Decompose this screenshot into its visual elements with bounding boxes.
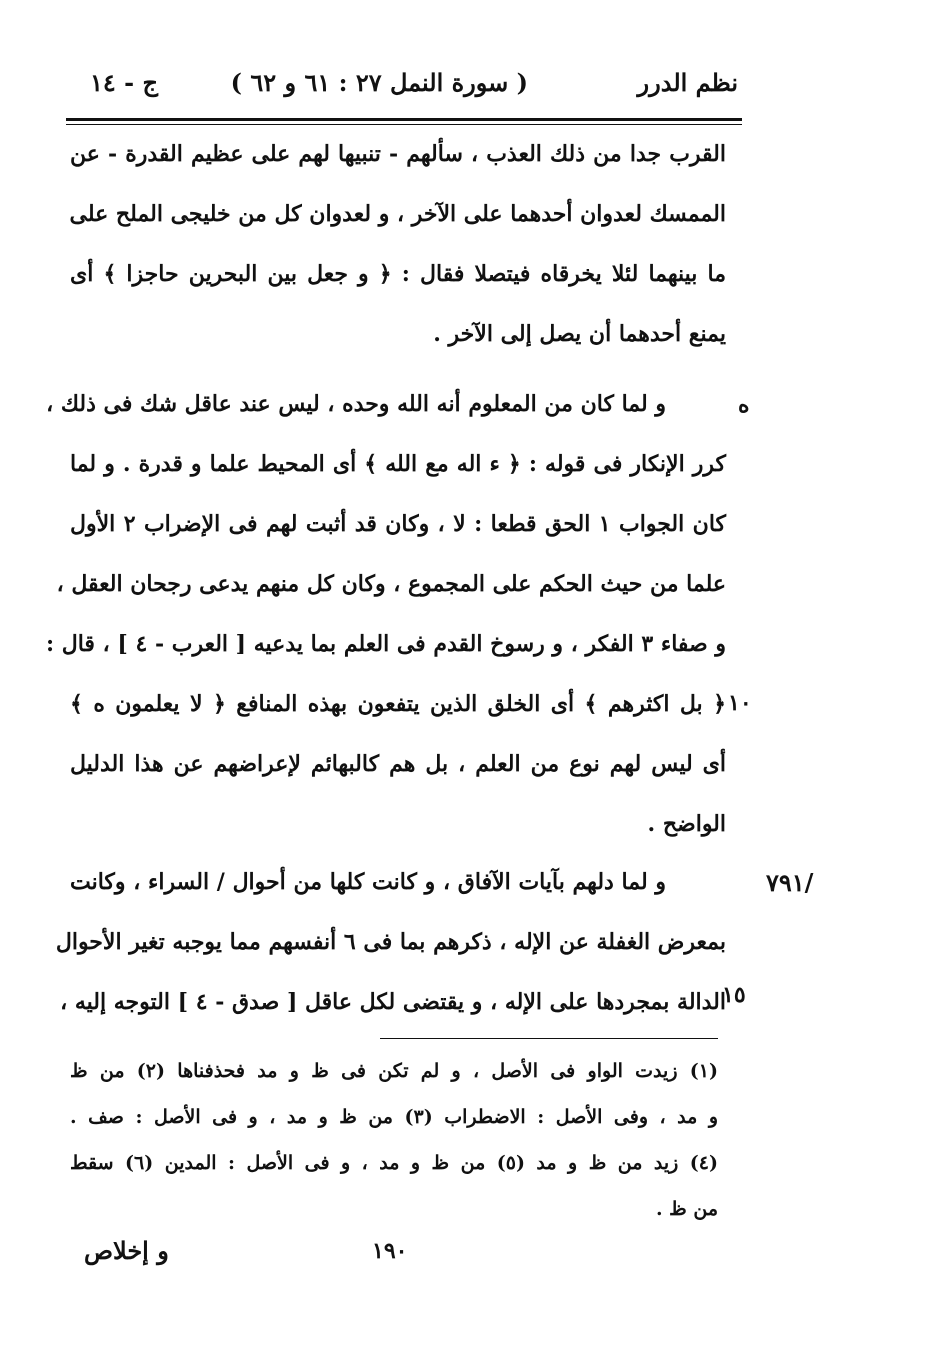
line-marker-15: ١٥ <box>722 982 746 1008</box>
text-line: علما من حيث الحكم على المجموع ، وكان كل منهم يدعى رجحان العقل ، <box>56 571 726 597</box>
text-line: و لما دلهم بآيات الآفاق ، و كانت كلها من أحوال / السراء ، وكانت <box>70 869 666 895</box>
text-line: و لما كان من المعلوم أنه الله وحده ، ليس عند عاقل شك فى ذلك ، <box>46 391 666 417</box>
text-line: الدالة بمجردها على الإله ، و يقتضى لكل عاقل [ صدق - ٤ ] التوجه إليه ، <box>60 989 726 1015</box>
text-line: كان الجواب ١ الحق قطعا : لا ، وكان قد أثبت لهم فى الإضراب ٢ الأول <box>70 511 726 537</box>
folio-marker: /٧٩١ <box>766 868 814 897</box>
text-line: ﴿ بل اكثرهم ﴾ أى الخلق الذين يتفعون بهذه المنافع ﴿ لا يعلمون ه ﴾ <box>70 691 726 717</box>
text-line: القرب جدا من ذلك العذب ، سألهم - تنبيها لهم على عظيم القدرة - عن <box>70 141 726 167</box>
text-line: كرر الإنكار فى قوله : ﴿ ء اله مع الله ﴾ أى المحيط علما و قدرة . و لما <box>70 451 726 477</box>
text-line: الممسك لعدوان أحدهما على الآخر ، و لعدوان كل من خليجى الملح على <box>69 201 726 227</box>
running-header <box>70 62 738 106</box>
paragraph-1 <box>70 124 726 364</box>
footnote-line: من ظ . <box>655 1198 718 1220</box>
header-rule <box>66 118 742 121</box>
footnote-line: (٤) زيد من ظ و مد (٥) من ظ و مد ، و فى الأصل : المدين (٦) سقط <box>70 1152 719 1174</box>
page-number: ١٩٠ <box>372 1238 408 1264</box>
text-line: و صفاء ٣ الفكر ، و رسوخ القدم فى العلم بما يدعيه [ العرب - ٤ ] ، قال : <box>45 631 726 657</box>
text-line: بمعرض الغفلة عن الإله ، ذكرهم بما فى ٦ أنفسهم مما يوجبه تغير الأحوال <box>55 929 726 955</box>
line-marker-5: ه <box>738 392 750 418</box>
footnotes <box>70 1048 718 1232</box>
book-title: نظم الدرر <box>637 68 738 97</box>
text-line: أى ليس لهم نوع من العلم ، بل هم كالبهائم لإعراضهم عن هذا الدليل <box>70 751 726 777</box>
footnote-line: و مد ، وفى الأصل : الاضطراب (٣) من ظ و مد ، و فى الأصل : صف . <box>70 1106 718 1128</box>
text-line: ما بينهما لئلا يخرقاه فيتصلا فقال : ﴿ و جعل بين البحرين حاجزا ﴾ أى <box>70 261 726 287</box>
footnote-line: (١) زيدت الواو فى الأصل ، و لم تكن فى ظ و مد فحذفناها (٢) من ظ <box>70 1060 718 1082</box>
text-line: الواضح . <box>647 811 726 837</box>
paragraph-2 <box>45 374 726 854</box>
catchword: و إخلاص <box>84 1236 169 1265</box>
volume-number: ج - ١٤ <box>90 68 158 97</box>
line-marker-10: ١٠ <box>728 690 752 716</box>
text-line: يمنع أحدهما أن يصل إلى الآخر . <box>433 321 726 347</box>
paragraph-3 <box>55 852 726 1032</box>
surah-reference: ( سورة النمل ٢٧ : ٦١ و ٦٢ ) <box>230 68 528 97</box>
footnote-rule <box>380 1038 718 1039</box>
